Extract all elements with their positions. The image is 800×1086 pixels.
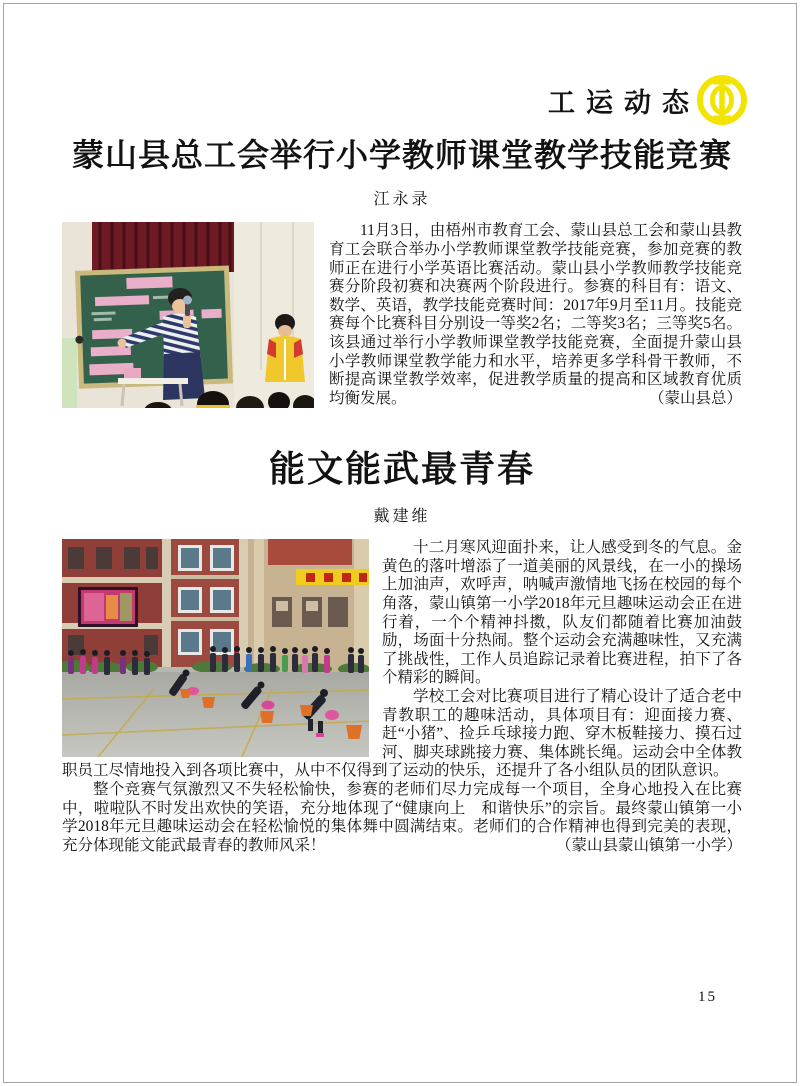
- article1-paragraph-text: 11月3日，由梧州市教育工会、蒙山县总工会和蒙山县教育工会联合举办小学教师课堂教学技能竞赛，参加竞赛的教师正在进行小学英语比赛活动。蒙山县小学教师教学技能竞赛分阶段初赛和决赛两个阶段进行。参赛的科目有：语文、数学、英语，教学技能竞赛时间：2017年9月至11月。技能竞赛每个比赛科目分别设一等奖2名；二等奖3名；三等奖5名。该县通过举行小学教师课堂教学技能竞赛，全面提升蒙山县小学教师课堂教学能力和水平，培养更多学科骨干教师，不断提高课堂教学效率，促进教学质量的提高和区域教育优质均衡发展。: [329, 222, 742, 407]
- article2-paragraph-text: 学校工会对比赛项目进行了精心设计了适合老中青教职工的趣味活动，具体项目有：迎面接力赛、赶“小猪”、捡乒乓球接力跑、穿木板鞋接力、摸石过河、脚夹球跳接力赛、集体跳长绳。运动会中全体教职员工尽情地投入到各项比赛中，从中不仅得到了运动的快乐，还提升了各小组队员的团队意识。: [62, 687, 742, 780]
- article2-title: 能文能武最青春: [268, 449, 535, 489]
- article1-author: 江永录: [373, 191, 431, 209]
- article2-content: [62, 539, 742, 855]
- article2-author: 戴建维: [373, 508, 431, 526]
- masthead-title: 工运动态: [548, 87, 700, 118]
- article2-paragraph-text: 十二月寒风迎面扑来，让人感受到冬的气息。金黄色的落叶增添了一道美丽的风景线，在一小的操场上加油声，欢呼声，呐喊声激情地飞扬在校园的每个角落，蒙山镇第一小学2018年元旦趣味运动会正在进行着，一个个精神抖擞，队友们都随着比赛加油鼓励，场面十分热闹。整个运动会充满趣味性，又充满了挑战性，工作人员追踪记录着比赛进程，拍下了各个精彩的瞬间。: [382, 539, 742, 687]
- union-logo-icon: [696, 74, 748, 126]
- page-number: 15: [698, 989, 717, 1005]
- article-fun-sports: [62, 448, 742, 855]
- article1-content: [62, 222, 742, 408]
- masthead: [548, 74, 748, 126]
- playground-photo: [62, 539, 369, 757]
- article2-paragraph-text: 整个竞赛气氛激烈又不失轻松愉快，参赛的老师们尽力完成每一个项目，全身心地投入在比赛中，啦啦队不时发出欢快的笑语，充分地体现了“健康向上 和谐快乐”的宗旨。最终蒙山镇第一小学2018年元旦趣味运动会在轻松愉悦的集体舞中圆满结束。老师们的合作精神也得到完美的表现，充分体现能文能武最青春的教师风采！: [62, 780, 742, 854]
- article2-paragraph: [62, 781, 742, 855]
- classroom-photo: [62, 222, 314, 408]
- article2-byline: （蒙山县蒙山镇第一小学）: [555, 836, 742, 854]
- article1-byline: （蒙山县总）: [648, 389, 742, 407]
- article1-title: 蒙山县总工会举行小学教师课堂教学技能竞赛: [71, 137, 732, 173]
- article-teaching-competition: [62, 136, 742, 408]
